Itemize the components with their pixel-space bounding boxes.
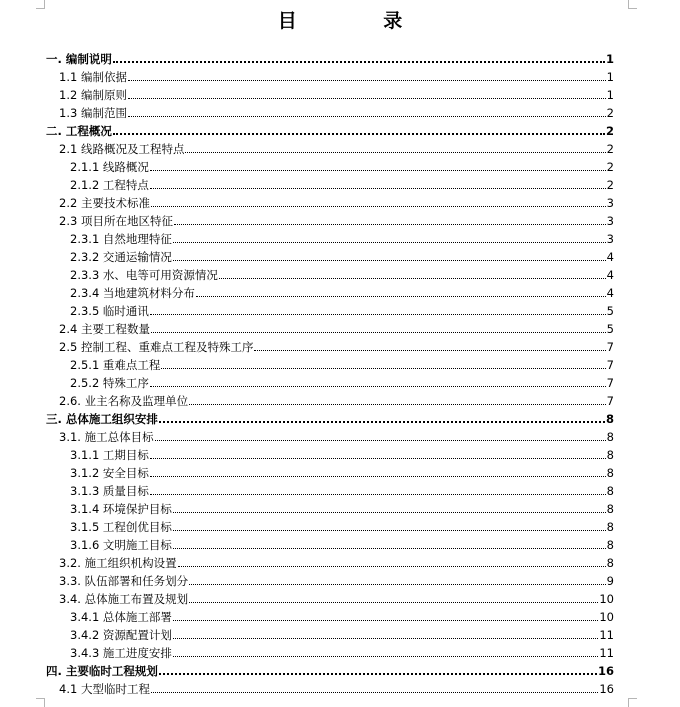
toc-leader-dots — [173, 548, 606, 549]
toc-entry[interactable] — [46, 426, 614, 444]
toc-entry-label: 2.1.1 线路概况 — [70, 160, 149, 174]
toc-leader-dots — [150, 386, 606, 387]
toc-entry-page-number: 7 — [606, 394, 614, 408]
toc-leader-dots — [151, 332, 606, 333]
toc-leader-dots — [128, 98, 606, 99]
toc-entry-page-number: 5 — [606, 304, 614, 318]
toc-entry-label: 1.2 编制原则 — [59, 88, 127, 102]
toc-entry[interactable] — [46, 138, 614, 156]
toc-leader-dots — [173, 620, 598, 621]
toc-entry-label: 3.4.1 总体施工部署 — [70, 610, 172, 624]
toc-entry-label: 3.2. 施工组织机构设置 — [59, 556, 177, 570]
toc-entry[interactable] — [46, 660, 614, 678]
toc-title: 目 录 — [277, 10, 443, 32]
toc-entry-page-number: 16 — [599, 682, 614, 696]
toc-entry-label: 2.3.5 临时通讯 — [70, 304, 149, 318]
toc-entry[interactable] — [46, 336, 614, 354]
toc-entry[interactable] — [46, 318, 614, 336]
toc-entry-label: 3.1.6 文明施工目标 — [70, 538, 172, 552]
toc-entry-page-number: 8 — [606, 466, 614, 480]
toc-entry[interactable] — [46, 192, 614, 210]
toc-entry-label: 1.1 编制依据 — [59, 70, 127, 84]
toc-entry-page-number: 7 — [606, 376, 614, 390]
toc-entry[interactable] — [46, 534, 614, 552]
toc-entry-label: 4.1 大型临时工程 — [59, 682, 150, 696]
toc-entry-page-number: 2 — [605, 124, 614, 138]
toc-entry[interactable] — [46, 66, 614, 84]
toc-entry-label: 3.1.2 安全目标 — [70, 466, 149, 480]
toc-leader-dots — [173, 638, 598, 639]
toc-leader-dots — [151, 206, 606, 207]
toc-leader-dots — [150, 314, 606, 315]
toc-entry-label: 三. 总体施工组织安排 — [46, 412, 158, 426]
toc-entry[interactable] — [46, 444, 614, 462]
toc-entry-label: 四. 主要临时工程规划 — [46, 664, 158, 678]
toc-entry[interactable] — [46, 372, 614, 390]
toc-entry-page-number: 16 — [597, 664, 614, 678]
toc-entry-page-number: 1 — [606, 70, 614, 84]
toc-entry-label: 2.3.3 水、电等可用资源情况 — [70, 268, 218, 282]
toc-entry-page-number: 3 — [606, 214, 614, 228]
toc-entry[interactable] — [46, 642, 614, 660]
toc-entry[interactable] — [46, 516, 614, 534]
toc-leader-dots — [159, 673, 597, 675]
toc-entry-page-number: 1 — [605, 52, 614, 66]
toc-entry-page-number: 7 — [606, 358, 614, 372]
toc-entry[interactable] — [46, 390, 614, 408]
toc-entry-page-number: 8 — [606, 448, 614, 462]
toc-entry-label: 二. 工程概况 — [46, 124, 112, 138]
toc-entry[interactable] — [46, 156, 614, 174]
toc-entry-page-number: 7 — [606, 340, 614, 354]
toc-leader-dots — [150, 476, 606, 477]
toc-entry-label: 一. 编制说明 — [46, 52, 112, 66]
toc-leader-dots — [159, 421, 605, 423]
toc-entry-label: 2.5.1 重难点工程 — [70, 358, 161, 372]
toc-entry[interactable] — [46, 264, 614, 282]
toc-leader-dots — [150, 458, 606, 459]
toc-leader-dots — [189, 602, 598, 603]
toc-entry[interactable] — [46, 552, 614, 570]
toc-entry-page-number: 2 — [606, 178, 614, 192]
toc-entry-page-number: 2 — [606, 106, 614, 120]
toc-entry-label: 3.1. 施工总体目标 — [59, 430, 154, 444]
toc-leader-dots — [128, 116, 606, 117]
toc-entry[interactable] — [46, 120, 614, 138]
toc-entry[interactable] — [46, 300, 614, 318]
toc-leader-dots — [219, 278, 606, 279]
toc-entry[interactable] — [46, 210, 614, 228]
toc-entry[interactable] — [46, 228, 614, 246]
toc-entry-label: 3.1.5 工程创优目标 — [70, 520, 172, 534]
toc-entry-label: 3.1.4 环境保护目标 — [70, 502, 172, 516]
toc-leader-dots — [150, 494, 606, 495]
toc-entry[interactable] — [46, 624, 614, 642]
toc-leader-dots — [113, 133, 605, 135]
toc-entry-label: 3.1.3 质量目标 — [70, 484, 149, 498]
toc-entry-label: 2.1.2 工程特点 — [70, 178, 149, 192]
toc-entry-page-number: 2 — [606, 160, 614, 174]
toc-leader-dots — [150, 188, 606, 189]
toc-entry-page-number: 2 — [606, 142, 614, 156]
toc-entry[interactable] — [46, 246, 614, 264]
toc-entry-label: 2.5 控制工程、重难点工程及特殊工序 — [59, 340, 254, 354]
toc-leader-dots — [161, 368, 605, 369]
toc-entry[interactable] — [46, 174, 614, 192]
toc-entry-page-number: 8 — [606, 484, 614, 498]
toc-leader-dots — [173, 656, 598, 657]
toc-entry[interactable] — [46, 48, 614, 66]
toc-leader-dots — [151, 692, 598, 693]
toc-leader-dots — [155, 440, 606, 441]
toc-entry-label: 3.4.3 施工进度安排 — [70, 646, 172, 660]
toc-entry[interactable] — [46, 570, 614, 588]
toc-leader-dots — [178, 566, 606, 567]
toc-entry-label: 2.3.1 自然地理特征 — [70, 232, 172, 246]
toc-entry[interactable] — [46, 678, 614, 696]
toc-leader-dots — [189, 404, 606, 405]
toc-entry-page-number: 4 — [606, 286, 614, 300]
toc-entry-label: 2.3.4 当地建筑材料分布 — [70, 286, 195, 300]
toc-entry-page-number: 4 — [606, 268, 614, 282]
toc-entry-page-number: 10 — [599, 610, 614, 624]
toc-entry-page-number: 8 — [606, 520, 614, 534]
toc-entry[interactable] — [46, 408, 614, 426]
toc-entry-label: 3.4. 总体施工布置及规划 — [59, 592, 189, 606]
toc-entry-label: 2.3 项目所在地区特征 — [59, 214, 173, 228]
table-of-contents — [46, 48, 614, 696]
toc-entry-label: 3.1.1 工期目标 — [70, 448, 149, 462]
toc-entry-page-number: 8 — [606, 430, 614, 444]
toc-entry-page-number: 3 — [606, 196, 614, 210]
toc-entry-page-number: 8 — [605, 412, 614, 426]
toc-entry[interactable] — [46, 282, 614, 300]
toc-leader-dots — [113, 61, 605, 63]
toc-leader-dots — [173, 260, 606, 261]
toc-entry-label: 2.2 主要技术标准 — [59, 196, 150, 210]
toc-entry-label: 1.3 编制范围 — [59, 106, 127, 120]
toc-entry-page-number: 1 — [606, 88, 614, 102]
toc-entry[interactable] — [46, 354, 614, 372]
toc-leader-dots — [174, 224, 606, 225]
toc-leader-dots — [150, 170, 606, 171]
toc-leader-dots — [173, 512, 606, 513]
toc-entry-page-number: 4 — [606, 250, 614, 264]
toc-entry-label: 2.4 主要工程数量 — [59, 322, 150, 336]
toc-leader-dots — [173, 242, 606, 243]
toc-entry-page-number: 8 — [606, 502, 614, 516]
toc-entry[interactable] — [46, 480, 614, 498]
toc-entry-label: 2.5.2 特殊工序 — [70, 376, 149, 390]
toc-entry-page-number: 5 — [606, 322, 614, 336]
toc-leader-dots — [128, 80, 606, 81]
toc-leader-dots — [189, 584, 606, 585]
toc-entry-label: 3.3. 队伍部署和任务划分 — [59, 574, 189, 588]
toc-leader-dots — [173, 530, 606, 531]
toc-entry[interactable] — [46, 102, 614, 120]
toc-leader-dots — [196, 296, 606, 297]
toc-entry-label: 2.1 线路概况及工程特点 — [59, 142, 185, 156]
toc-entry-page-number: 9 — [606, 574, 614, 588]
toc-entry-label: 3.4.2 资源配置计划 — [70, 628, 172, 642]
toc-entry-page-number: 10 — [599, 592, 614, 606]
toc-entry-page-number: 11 — [599, 646, 614, 660]
toc-entry[interactable] — [46, 84, 614, 102]
toc-entry[interactable] — [46, 588, 614, 606]
toc-leader-dots — [254, 350, 605, 351]
toc-entry[interactable] — [46, 462, 614, 480]
toc-entry-label: 2.3.2 交通运输情况 — [70, 250, 172, 264]
toc-entry-label: 2.6. 业主名称及监理单位 — [59, 394, 189, 408]
toc-entry-page-number: 3 — [606, 232, 614, 246]
toc-entry-page-number: 11 — [599, 628, 614, 642]
toc-leader-dots — [185, 152, 605, 153]
toc-entry[interactable] — [46, 498, 614, 516]
toc-entry-page-number: 8 — [606, 556, 614, 570]
toc-entry-page-number: 8 — [606, 538, 614, 552]
toc-entry[interactable] — [46, 606, 614, 624]
